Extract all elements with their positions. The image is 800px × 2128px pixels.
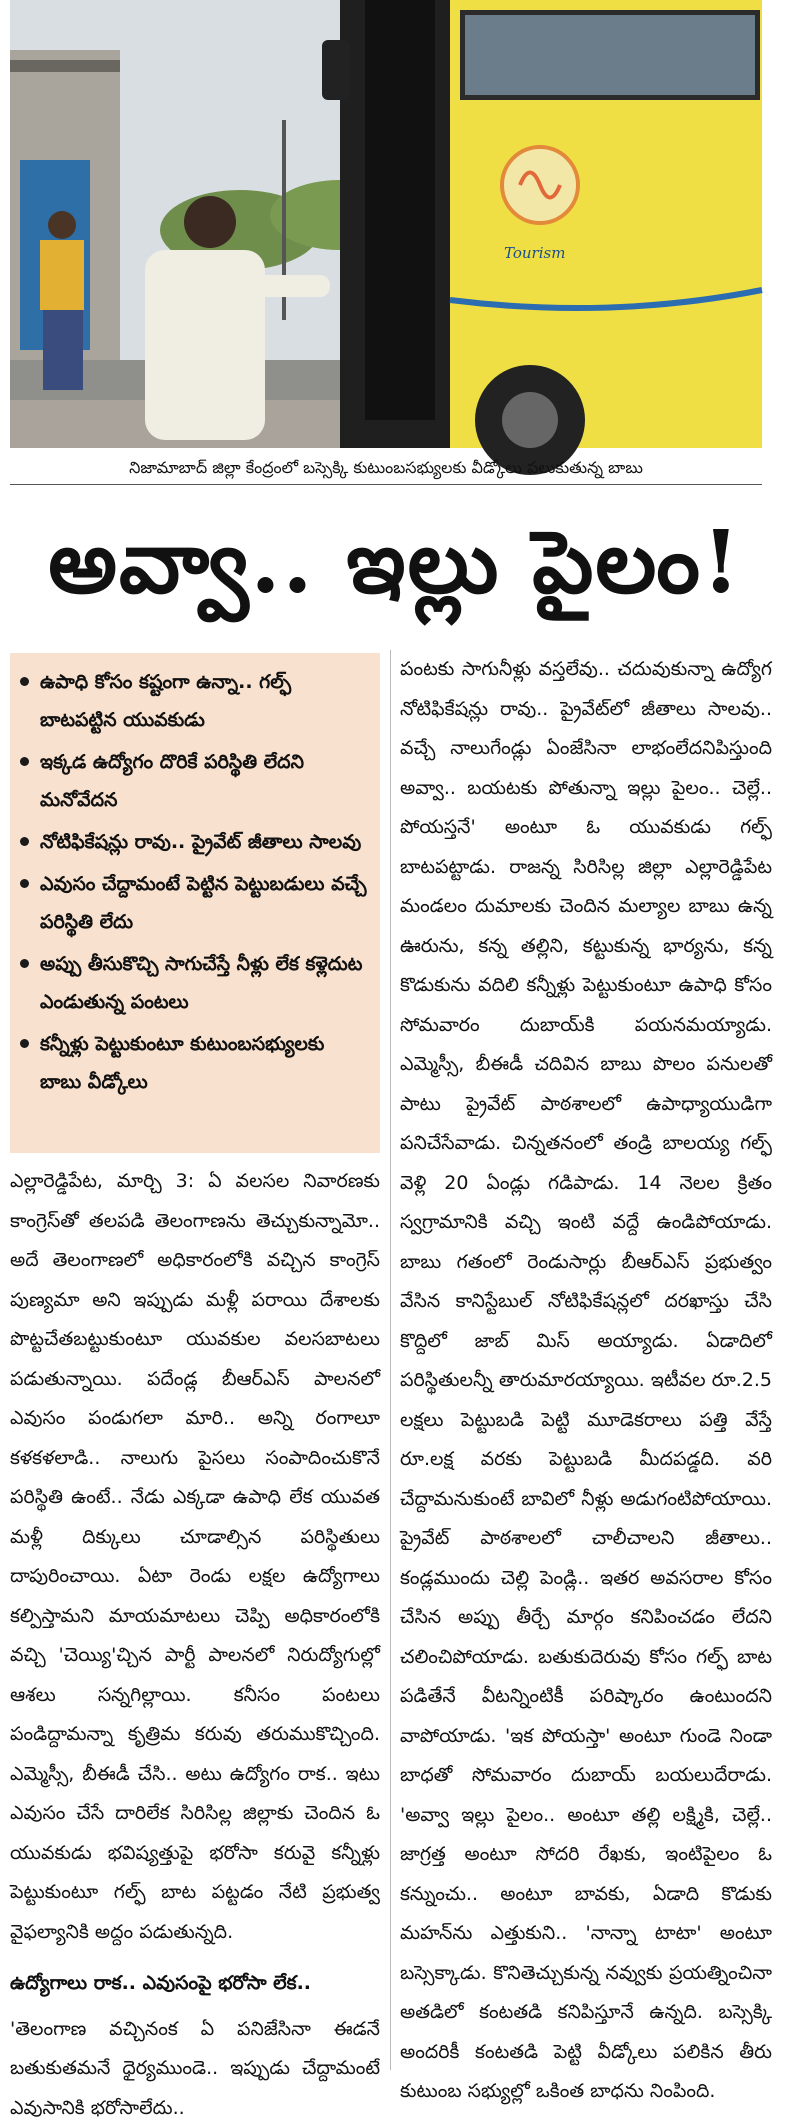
highlight-item: కన్నీళ్లు పెట్టుకుంటూ కుటుంబసభ్యులకు బాబు వీడ్కోలు bbox=[18, 1025, 370, 1101]
highlights-list bbox=[18, 663, 370, 1101]
bullet-icon bbox=[20, 879, 29, 888]
article-body-right bbox=[400, 650, 772, 2082]
article-paragraph: పంటకు సాగునీళ్లు వస్తలేవు.. చదువుకున్నా ఉద్యోగ నోటిఫికేషన్లు రావు.. ప్రైవేట్‌లో జీతాలు సాలవు.. వచ్చే నాలుగేండ్లు ఏంజేసినా లాభంలేదనిపిస్తుంది అవ్వా.. బయటకు పోతున్నా ఇల్లు పైలం.. చెల్లే.. పోయస్తనే' అంటూ ఓ యువకుడు గల్ఫ్ బాటపట్టాడు. రాజన్న సిరిసిల్ల జిల్లా ఎల్లారెడ్డిపేట మండలం దుమాలకు చెందిన మల్యాల బాబు ఉన్న ఊరును, కన్న తల్లిని, కట్టుకున్న భార్యను, కన్న కొడుకును వదిలి కన్నీళ్లు పెట్టుకుంటూ ఉపాధి కోసం సోమవారం దుబాయ్‌కి పయనమయ్యాడు. ఎమ్మెస్సీ, బీఈడీ చదివిన బాబు పొలం పనులతో పాటు ప్రైవేట్ పాఠశాలలో ఉపాధ్యాయుడిగా పనిచేసేవాడు. చిన్నతనంలో తండ్రి బాలయ్య గల్ఫ్ వెళ్లి 20 ఏండ్లు గడిపాడు. 14 నెలల క్రితం స్వగ్రామానికి వచ్చి ఇంటి వద్దే ఉండిపోయాడు. బాబు గతంలో రెండుసార్లు బీఆర్‌ఎస్ ప్రభుత్వం వేసిన కానిస్టేబుల్ నోటిఫికేషన్లలో దరఖాస్తు చేసి కొద్దిలో జాబ్ మిస్ అయ్యాడు. ఏడాదిలో పరిస్థితులన్నీ తారుమారయ్యాయి. ఇటీవల రూ.2.5 లక్షలు పెట్టుబడి పెట్టి మూడెకరాలు పత్తి వేస్తే రూ.లక్ష వరకు పెట్టుబడి మీదపడ్డది. వరి చేద్దామనుకుంటే బావిలో నీళ్లు అడుగంటిపోయాయి. ప్రైవేట్ పాఠశాలలో చాలీచాలని జీతాలు.. కండ్లముందు చెల్లి పెండ్లి.. ఇతర అవసరాల కోసం చేసిన అప్పు తీర్చే మార్గం కనిపించడం లేదని చలించిపోయాడు. బతుకుదెరువు కోసం గల్ఫ్ బాట పడితేనే వీటన్నింటికీ పరిష్కారం ఉంటుందని వాపోయాడు. 'ఇక పోయస్తా' అంటూ గుండె నిండా బాధతో సోమవారం దుబాయ్ బయలుదేరాడు. 'అవ్వా ఇల్లు పైలం.. అంటూ తల్లి లక్ష్మికి, చెల్లే.. జాగ్రత్త అంటూ సోదరి రేఖకు, ఇంటిపైలం ఓ కన్నుంచు.. అంటూ బావకు, ఏడాది కొడుకు మహన్‌ను ఎత్తుకుని.. 'నాన్నా టాటా' అంటూ బస్సెక్కాడు. కొనితెచ్చుకున్న నవ్వుకు ప్రయత్నించినా అతడిలో కంటతడి కనిపిస్తూనే ఉన్నది. బస్సెక్కి అందరికీ కంటతడి పెట్టి వీడ్కోలు పలికిన తీరు కుటుంబ సభ్యుల్లో ఒకింత బాధను నింపింది. bbox=[400, 650, 772, 2112]
bus-logo-text: Tourism bbox=[504, 244, 565, 262]
bullet-icon bbox=[20, 959, 29, 968]
bus-farewell-photo bbox=[10, 0, 762, 448]
highlight-item: ఇక్కడ ఉద్యోగం దొరికే పరిస్థితి లేదని మనోవేదన bbox=[18, 743, 370, 819]
column-divider bbox=[390, 650, 391, 2070]
highlight-item: నోటిఫికేషన్లు రావు.. ప్రైవేట్ జీతాలు సాలవు bbox=[18, 823, 370, 861]
headline: అవ్వా.. ఇల్లు పైలం! bbox=[10, 498, 780, 628]
highlights-box bbox=[10, 653, 380, 1153]
bullet-icon bbox=[20, 837, 29, 846]
bullet-icon bbox=[20, 757, 29, 766]
news-photo bbox=[10, 0, 762, 448]
highlight-item: అప్పు తీసుకొచ్చి సాగుచేస్తే నీళ్లు లేక కళ్లెదుట ఎండుతున్న పంటలు bbox=[18, 945, 370, 1021]
highlight-item: ఉపాధి కోసం కష్టంగా ఉన్నా.. గల్ఫ్ బాటపట్టిన యువకుడు bbox=[18, 663, 370, 739]
article-paragraph: 'తెలంగాణ వచ్చినంక ఏ పనిజేసినా ఈడనే బతుకుతమనే ధైర్యముండె.. ఇప్పుడు చేద్దామంటే ఎవుసానికి భరోసాలేదు.. bbox=[10, 2010, 380, 2128]
photo-caption: నిజామాబాద్ జిల్లా కేంద్రంలో బస్సెక్కి కుటుంబసభ్యులకు వీడ్కోలు పలుకుతున్న బాబు bbox=[10, 452, 762, 485]
highlight-item: ఎవుసం చేద్దామంటే పెట్టిన పెట్టుబడులు వచ్చే పరిస్థితి లేదు bbox=[18, 865, 370, 941]
bullet-icon bbox=[20, 1039, 29, 1048]
article-paragraph: ఎల్లారెడ్డిపేట, మార్చి 3: ఏ వలసల నివారణకు కాంగ్రెస్‌తో తలపడి తెలంగాణను తెచ్చుకున్నామో.. అదే తెలంగాణలో అధికారంలోకి వచ్చిన కాంగ్రెస్ పుణ్యమా అని ఇప్పుడు మళ్లీ పరాయి దేశాలకు పొట్టచేతబట్టుకుంటూ యువకుల వలసబాటలు పడుతున్నాయి. పదేండ్ల బీఆర్‌ఎస్ పాలనలో ఎవుసం పండుగలా మారి.. అన్ని రంగాలూ కళకళలాడి.. నాలుగు పైసలు సంపాదించుకొనే పరిస్థితి ఉంటే.. నేడు ఎక్కడా ఉపాధి లేక యువత మళ్లీ దిక్కులు చూడాల్సిన పరిస్థితులు దాపురించాయి. ఏటా రెండు లక్షల ఉద్యోగాలు కల్పిస్తామని మాయమాటలు చెప్పి అధికారంలోకి వచ్చి 'చెయ్యి'చ్చిన పార్టీ పాలనలో నిరుద్యోగుల్లో ఆశలు సన్నగిల్లాయి. కనీసం పంటలు పండిద్దామన్నా కృత్రిమ కరువు తరుముకొచ్చింది. ఎమ్మెస్సీ, బీఈడీ చేసి.. అటు ఉద్యోగం రాక.. ఇటు ఎవుసం చేసే దారిలేక సిరిసిల్ల జిల్లాకు చెందిన ఓ యువకుడు భవిష్యత్తుపై భరోసా కరువై కన్నీళ్లు పెట్టుకుంటూ గల్ఫ్ బాట పట్టడం నేటి ప్రభుత్వ వైఫల్యానికి అద్దం పడుతున్నది. bbox=[10, 1162, 380, 1952]
bullet-icon bbox=[20, 677, 29, 686]
article-subheading: ఉద్యోగాలు రాక.. ఎవుసంపై భరోసా లేక.. bbox=[10, 1964, 380, 2004]
article-body-left bbox=[10, 1162, 380, 2082]
